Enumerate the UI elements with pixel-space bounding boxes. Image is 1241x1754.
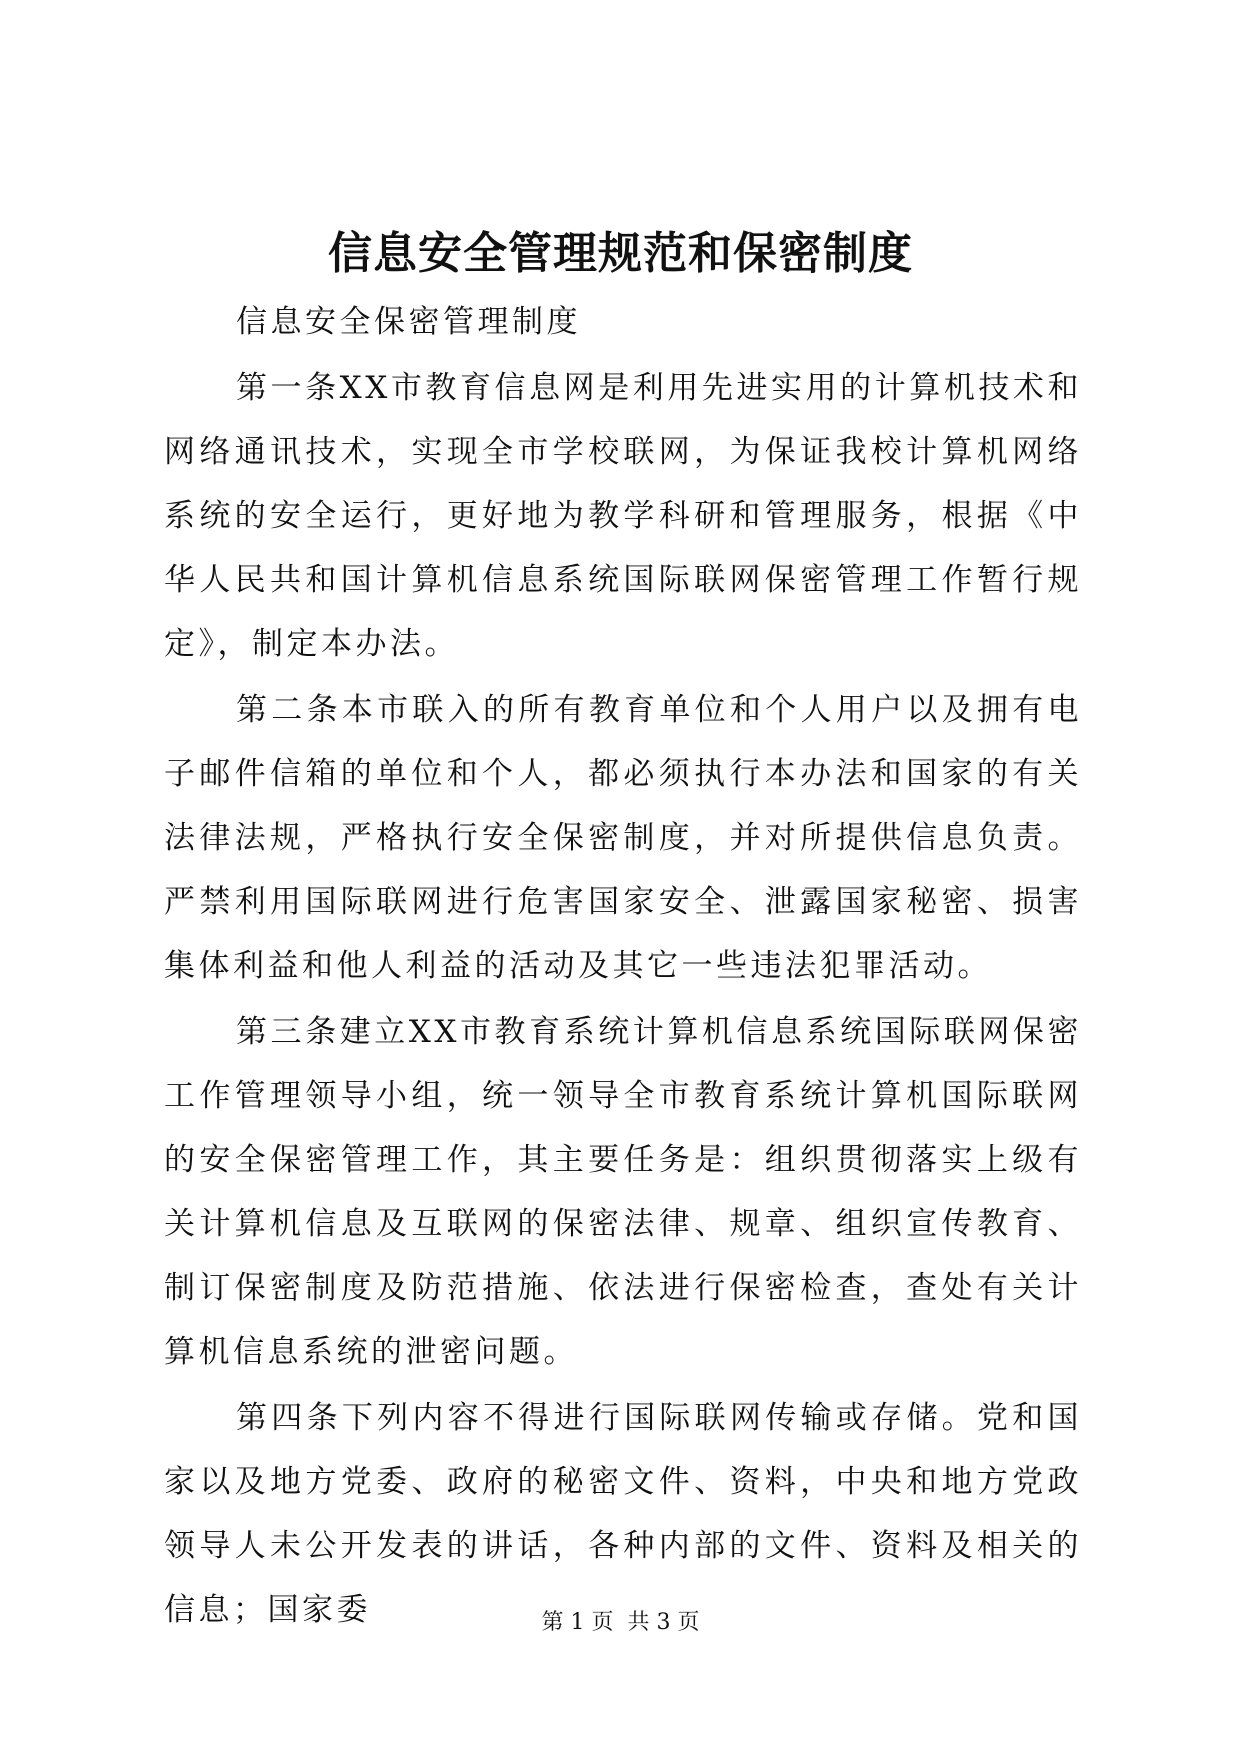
article-1-paragraph: 第一条XX市教育信息网是利用先进实用的计算机技术和网络通讯技术，实现全市学校联网，为保证我校计算机网络系统的安全运行，更好地为教学科研和管理服务，根据《中华人民共和国计算机信息系统国际联网保密管理工作暂行规定》，制定本办法。 [164, 370, 1082, 662]
article-2-paragraph: 第二条本市联入的所有教育单位和个人用户以及拥有电子邮件信箱的单位和个人，都必须执行本办法和国家的有关法律法规，严格执行安全保密制度，并对所提供信息负责。严禁利用国际联网进行危害国家安全、泄露国家秘密、损害集体利益和他人利益的活动及其它一些违法犯罪活动。 [164, 692, 1082, 984]
article-4-paragraph: 第四条下列内容不得进行国际联网传输或存储。党和国家以及地方党委、政府的秘密文件、资料，中央和地方党政领导人未公开发表的讲话，各种内部的文件、资料及相关的信息；国家委 [164, 1400, 1082, 1628]
document-title: 信息安全管理规范和保密制度 [328, 228, 913, 279]
article-3-paragraph: 第三条建立XX市教育系统计算机信息系统国际联网保密工作管理领导小组，统一领导全市教育系统计算机国际联网的安全保密管理工作，其主要任务是：组织贯彻落实上级有关计算机信息及互联网的保密法律、规章、组织宣传教育、制订保密制度及防范措施、依法进行保密检查，查处有关计算机信息系统的泄密问题。 [164, 1014, 1082, 1370]
page-number-footer: 第 1 页 共 3 页 [541, 1610, 700, 1635]
subtitle-paragraph: 信息安全保密管理制度 [236, 304, 581, 340]
document-body [164, 290, 1082, 1644]
